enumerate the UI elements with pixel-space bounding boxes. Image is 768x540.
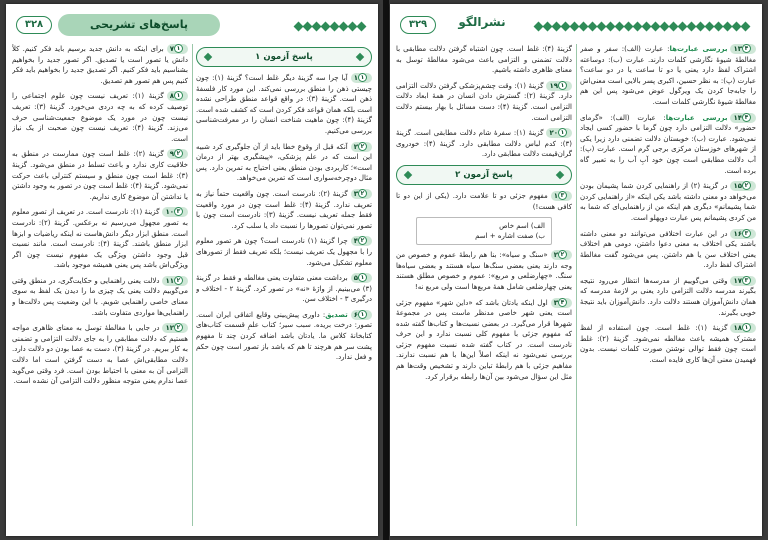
- right-page-number: ۳۲۹: [400, 16, 436, 34]
- difficulty-circle: ۱: [358, 310, 367, 319]
- question-number-badge: [730, 323, 756, 333]
- question-number-badge: [351, 73, 372, 83]
- question-number-badge: [162, 276, 188, 286]
- definition-box: [416, 217, 552, 245]
- column-divider: [576, 44, 577, 526]
- left-page-number: ۳۲۸: [16, 16, 52, 34]
- difficulty-circle: ۴: [742, 113, 751, 122]
- difficulty-circle: ۱: [742, 323, 751, 332]
- question-number-badge: [167, 44, 188, 54]
- answer-text: در این عبارت اختلافی می‌توانند دو معنی داشته باشند یکی اختلاف به معنی دعوا داشتن، دومی هم اختلاف یعنی اختلاف سن یا هم داشتن. پس می‌شود گفت مغالطهٔ اشتراک لفظ دارد.: [580, 229, 756, 270]
- answer-text: آنکه قبل از وقوع خطا باید از آن جلوگیری کرد شبیه این است که در علم پزشکی، «پیشگیری بهتر از درمان است»؛ کاربردی بودن منطق یعنی احتیاج به تمرین دارد. پس مثال دوچرخه‌سواری است که تمرین می‌خواهد.: [196, 142, 372, 183]
- question-number: ۲: [353, 142, 358, 151]
- answer-text: برداشت معنی متفاوت یعنی مغالطه و فقط در گزینهٔ (۳) می‌بینیم. از واژهٔ «نه» در تصور کرد. گزینهٔ ۲ - اختلاف و درگیری ۳ - اختلاف سن.: [196, 274, 372, 304]
- answer-text: گزینهٔ (۲): نادرست است. چون واقعیت حتماً نیاز به تعریف ندارد. گزینهٔ (۴): غلط است چون در مورد واقعیت فقط جمله تعریف نیست. گزینهٔ (۳): نادرست است چون با تصور نمی‌توان تصورها را نسبت داد یا سلب کرد.: [196, 189, 372, 230]
- answer-item: [396, 128, 572, 160]
- book-spine: [383, 0, 389, 540]
- question-number: ۱۷: [733, 276, 742, 285]
- question-number: ۶: [353, 310, 359, 319]
- question-number: ۱۸: [733, 324, 742, 333]
- answer-item: [580, 229, 756, 271]
- question-number-badge: [551, 191, 572, 201]
- section-heading: پاسخ آزمون ۱: [196, 47, 372, 67]
- difficulty-circle: ۴: [742, 44, 751, 53]
- question-number: ۱۳: [733, 45, 743, 53]
- answer-text: «سنگ و سیاه»: بنا هم رابطهٔ عموم و خصوص من وجه دارند یعنی بعضی سنگ‌ها سیاه هستند و بعضی سیاه‌ها سنگ. «چهارضلعی و مربع»: عموم و خصوص مطلق هستند یعنی چهارضلعی شامل همهٔ مربع‌ها است ولی مربع نه!: [396, 251, 572, 291]
- left-page-header: [14, 14, 370, 36]
- answer-item: ۱۴ ۴بررسی عبارت‌ها: عبارت (الف): «گرمای حضور» دلالت التزامی دارد چون گرما با حضور کسی ایجاد نمی‌شود. عبارت (ب): خوبستان دلالت تضمنی دارد زیرا یکی از شهرهای خوزستان مرکزی برجی گرم است. عبارت (پ): آب دلالت مطابقی است چون خود آبِ آب را به تعبیر گاه برده است.: [580, 113, 756, 175]
- right-page-column-right: [580, 44, 756, 526]
- question-number-badge: [351, 189, 372, 199]
- right-page: [390, 4, 762, 536]
- question-number-badge: [167, 91, 188, 101]
- answer-item: [12, 44, 188, 86]
- difficulty-circle: ۲: [742, 181, 751, 190]
- question-number: ۱: [353, 74, 358, 82]
- answer-item: [396, 298, 572, 383]
- question-number: ۵: [353, 274, 358, 283]
- answer-text: برای اینکه به دانش جدید برسیم باید فکر کنیم. کلاً دانش یا تصور است یا تصدیق. اگر تصور جدید را بخواهیم بشناسیم باید فکر کنیم. اگر تصدیق جدید را بخواهیم باید فکر کنیم پس هم تصور هم تصدیق.: [12, 45, 188, 85]
- difficulty-circle: ۳: [742, 229, 751, 238]
- question-number-badge: [167, 149, 188, 159]
- difficulty-circle: ۱: [358, 273, 367, 282]
- question-number: ۱۲: [165, 324, 174, 333]
- question-number-badge: [730, 113, 756, 123]
- question-number: ۱۱: [165, 276, 174, 285]
- answer-text: گزینهٔ (۲): غلط است چون ممارست در منطق به خلاقیت کاری ندارد و باعث تسلط در منطق می‌شود. گزینهٔ (۳): غلط است چون منطق و سیستم کنترلی باعث حرکت نمی‌شود. گزینهٔ (۴): غلط است چون در تصور به وجود داشتن یا نداشتن آن موضوع کاری نداریم.: [12, 150, 188, 201]
- answer-item: [12, 276, 188, 318]
- answer-text: گزینهٔ (۱): سفرهٔ شام دلالت مطابقی است. گزینهٔ (۳): کدم لباس دلالت مطابقی دارد. گزینهٔ (۴): خودروی گران‌قیمت دلالت مطابقی دارد.: [396, 129, 572, 159]
- answer-text: گزینهٔ (۱): وقت چشم‌پزشکی گرفتن دلالت التزامی دارد. گزینهٔ (۲): گسترش دادن انسان در همهٔ ابعاد دلالت التزامی است. گزینهٔ (۴): دست مسائل با بهار بیستم دلالت التزامی است.: [396, 81, 572, 122]
- question-number-badge: [162, 207, 188, 217]
- difficulty-circle: ۲: [174, 323, 183, 332]
- answer-item: ۶ ۱تصدیق: داوری پیش‌بینی وقایع اتفاقی ایران است. تصور: درخت بریده. سبب سیر؛ کتاب علمِ قسمت کتاب‌های کتابخانهٔ کلاس ما. یادتان باشد اضافه کردن چند تا مفهوم پشت سر هم هرچند تا هم که باشد باز تصور است چون حکم و فعل ندارد.: [196, 310, 372, 362]
- question-number-badge: [730, 276, 756, 286]
- question-number: ۲۰: [549, 129, 558, 138]
- answer-item: [580, 276, 756, 318]
- question-number-badge: [546, 81, 572, 91]
- ornament-icon: [534, 18, 750, 32]
- answer-item: [12, 91, 188, 144]
- answer-item: ۱۳ ۴بررسی عبارت‌ها: عبارت (الف): سفر و صفر مغالطهٔ شیوهٔ نگارشی کلمات دارند. عبارت (ب): دوساعته اشتراک لفظ دارد یعنی یا دو تا ساعت یا در دو ساعت؟ عبارت (پ): به نظر حسین، اکبری پسر بالایی است معنی‌اش را جابه‌جا کردن یک ویرگول عوض می‌شود پس این هم مغالطهٔ شیوهٔ نگارشی کلمات است.: [580, 45, 756, 106]
- answer-item: [12, 149, 188, 202]
- publisher-brand-title: نشرالگو: [458, 15, 506, 29]
- answer-text: گزینهٔ (۱): تعریف نیست چون علوم اجتماعی را توصیف کرده که به چه دردی می‌خورد. گزینهٔ (۳): تعریف نیست چون در مورد یک موضوع جمعیت‌شناسی حرف می‌زند. گزینهٔ (۴): تعریف نیست چون صحبت از یک نیاز است.: [12, 92, 188, 143]
- question-number-badge: [551, 250, 572, 260]
- answer-text: آیا چرا سه گزینهٔ دیگر غلط است؟ گزینهٔ (۱): چون چیستی ذهن را منطق بررسی نمی‌کند. این مورد کار فلسفهٔ ذهن است. گزینهٔ (۳): در واقع قواعد منطق طراحی نشده است بلکه همان قواعد فکر کردن است که کشف شده است. گزینهٔ (۴): چون ماهیت شناخت انسان را در معرفت‌شناسی بررسی می‌کنیم.: [196, 74, 372, 135]
- answer-item: [12, 323, 188, 387]
- difficulty-circle: ۱: [174, 91, 183, 100]
- difficulty-circle: ۲: [174, 276, 183, 285]
- answer-item: [196, 273, 372, 305]
- difficulty-circle: ۱: [358, 73, 367, 82]
- question-number: ۱۵: [733, 182, 742, 191]
- question-number: ۱۴: [733, 113, 743, 122]
- difficulty-circle: ۱: [558, 128, 567, 137]
- difficulty-circle: ۲: [558, 250, 567, 259]
- question-number-badge: [162, 323, 188, 333]
- answer-item: [396, 250, 572, 292]
- question-number-badge: [730, 181, 756, 191]
- difficulty-circle: ۲: [358, 189, 367, 198]
- answer-text: گزینهٔ (۱): نادرست است. در تعریف از تصور معلوم به تصور مجهول می‌رسیم نه برعکس. گزینهٔ (۲): نادرست است. منطق ابزار دیگر دانش‌هاست نه اینکه ریاضیات و ابزها ابزار منطق باشند. گزینهٔ (۴): نادرست است. مانند نسبت قبل وجود داشتن ویژگی یک مفهوم نیست چون اگر ویژگی‌اش باشد پس یعنی همیشه موجود باشد.: [12, 208, 188, 270]
- question-number: ۸: [169, 92, 175, 101]
- right-page-column-left: [396, 44, 572, 526]
- difficulty-circle: ۳: [174, 207, 183, 216]
- question-number-badge: [351, 236, 372, 246]
- answer-item: [580, 181, 756, 223]
- answer-item: [12, 207, 188, 271]
- question-number: ۱۰: [165, 208, 174, 217]
- answer-item: [196, 142, 372, 184]
- answer-item: [580, 323, 756, 365]
- question-number: ۱: [553, 191, 558, 200]
- left-page-column-left: [12, 44, 188, 526]
- answer-label: تصدیق: [325, 310, 348, 319]
- question-number: ۲: [553, 251, 558, 260]
- answer-text: وقتی می‌گوییم از مدرسه‌ها انتظار می‌رود نتیجه بگیرند مدرسه دلالت التزامی دارد یعنی بر لازمهٔ مدرسه که همان دانش‌آموزان هستند دلالت دارد. دانش‌آموزان باید نتیجهٔ خوبی بگیرند.: [580, 276, 756, 317]
- column-divider: [192, 44, 193, 526]
- left-page: [6, 4, 378, 536]
- answer-text: داوری پیش‌بینی وقایع اتفاقی ایران است. تصور: درخت بریده. سبب سیر؛ کتاب علمِ قسمت کتاب‌های کتابخانهٔ کلاس ما. یادتان باشد اضافه کردن چند تا مفهوم پشت سر هم هرچند تا هم که باشد باز تصور است چون حکم و فعل ندارد.: [196, 310, 372, 362]
- difficulty-circle: ۲: [358, 236, 367, 245]
- answer-text: در جایی با مغالطهٔ توسل به معنای ظاهری مواجه هستیم که دلالت مطابقی را به جای دلالت التزامی و تضمنی به کار ببریم. در گزینهٔ (۳)، دست به عصا بودن دو دلالت دارد. دلالت مطابقی‌اش عصا به دست گرفتن است اما دلالت التزامی آن به معنی با احتیاط بودن است. فرد وقتی می‌گوید عصا ندارم یعنی متوجه منظور دلالت التزامی آن نشده است.: [12, 324, 188, 386]
- question-number: ۳: [353, 189, 359, 198]
- question-number-badge: [730, 229, 756, 239]
- difficulty-circle: ۳: [742, 276, 751, 285]
- question-number-badge: [351, 273, 372, 283]
- answer-item: [196, 236, 372, 268]
- answer-label: بررسی عبارت‌ها: [669, 45, 728, 53]
- difficulty-circle: ۱: [174, 44, 183, 53]
- answer-item: [396, 81, 572, 123]
- difficulty-circle: ۱: [558, 81, 567, 90]
- answer-text: گزینهٔ (۱): غلط است. چون استفاده از لفظ مشترک همیشه باعث مغالطه نمی‌شود. گزینهٔ (۲): غلط است چون فقط توالی نوشتن صورت کلمات نیست. بدون فهمیدن معنی آن‌ها کاری فایده است.: [580, 324, 756, 365]
- difficulty-circle: ۲: [358, 142, 367, 151]
- answer-text: گزینهٔ (۴): غلط است. چون اشتباه گرفتن دلالت مطابقی با دلالت تضمنی و التزامی باعث می‌شود مغالطهٔ توسل به معنای ظاهری داشته باشیم.: [396, 45, 572, 75]
- answers-banner-title: پاسخ‌های تشریحی: [58, 14, 220, 36]
- definition-line: الف) اسم خاص: [499, 222, 545, 231]
- ornament-icon: [294, 18, 366, 32]
- answer-text: اول اینکه یادتان باشد که «داین شهر» مفهوم جزئی است یعنی شهر خاصی مدنظر ماست پس در مجموعهٔ شهرها قرار می‌گیرد. در بعضی نسبت‌ها و کتاب‌ها گفته شده که مفهوم جزئی با مفهوم کلی نسبت ندارد و این حرف نادرست است. در کتاب گفته شده نسبت مفهوم جزئی بررسی نمی‌شود نه اینکه اصلاً این‌ها با هم نسبت ندارند. مفاهیم جزئی با هم رابطهٔ تباین دارند و تشخیص وقت‌ها هم مثل این سؤال می‌شود بین آن‌ها رابطه برقرار کرد.: [396, 298, 572, 381]
- question-number: ۹: [169, 150, 174, 159]
- answer-text: چرا گزینهٔ (۱) نادرست است؟ چون هر تصور معلوم را با مجهول یک تعریف نیست؛ بلکه تعریف فقط از تصورهای معلوم تشکیل می‌شود.: [196, 237, 372, 267]
- answer-label: بررسی عبارت‌ها: [665, 113, 728, 122]
- answer-text: دلالت یعنی راهنمایی و حکایت‌گری، در منطق وقتی می‌گوییم دلالت یعنی یک چیزی ما را دیدن یک لفظ به سوی معنای خاصی راهنمایی شویم. با این وضعیت پس دلالت‌ها و راهنمایی‌ها مواردی متفاوت باشد.: [12, 276, 188, 317]
- difficulty-circle: ۲: [174, 149, 183, 158]
- difficulty-circle: ۴: [558, 298, 567, 307]
- section-heading: پاسخ آزمون ۲: [396, 165, 572, 185]
- question-number: ۳: [553, 298, 558, 307]
- question-number: ۱۶: [733, 229, 742, 238]
- question-number-badge: [546, 128, 572, 138]
- answer-item: [196, 73, 372, 137]
- left-page-column-right: [196, 44, 372, 526]
- answer-text: عبارت (الف): «گرمای حضور» دلالت التزامی دارد چون گرما با حضور کسی ایجاد نمی‌شود. عبارت (ب): خوبستان دلالت تضمنی دارد زیرا یکی از شهرهای خوزستان مرکزی برجی گرم است. عبارت (پ): آب دلالت مطابقی است چون خود آبِ آب را به تعبیر گاه برده است.: [580, 113, 756, 175]
- right-page-header: [398, 14, 754, 36]
- question-number-badge: [351, 142, 372, 152]
- answer-text: مفهوم جزئی دو تا علامت دارد. (یکی از این دو تا کافی هست!): [396, 191, 572, 211]
- difficulty-circle: ۳: [558, 191, 567, 200]
- question-number-badge: [730, 44, 756, 54]
- definition-line: ب) صفت اشاره + اسم: [475, 232, 545, 241]
- question-number: ۴: [353, 237, 358, 246]
- question-number-badge: [551, 298, 572, 308]
- answer-item: [396, 44, 572, 76]
- question-number-badge: [351, 310, 372, 320]
- question-number: ۱۹: [549, 81, 558, 90]
- answer-text: عبارت (الف): سفر و صفر مغالطهٔ شیوهٔ نگارشی کلمات دارند. عبارت (ب): دوساعته اشتراک لفظ دارد یعنی یا دو تا ساعت یا در دو ساعت؟ عبارت (پ): به نظر حسین، اکبری پسر بالایی است معنی‌اش را جابه‌جا کردن یک ویرگول عوض می‌شود پس این هم مغالطهٔ شیوهٔ نگارشی کلمات است.: [580, 45, 756, 106]
- question-number: ۷: [169, 45, 174, 53]
- answer-item: [396, 191, 572, 212]
- answer-text: در گزینهٔ (۲) از راهنمایی کردن شما پشیمان بودن می‌خواهد دو معنی داشته باشد یکی اینکه «از راهنمایی کردن شما پشیمانم» دیگری هم اینکه من از راهنمایی‌ای که شما به من کردی پشیمانم پس عبارت دوپهلو است.: [580, 182, 756, 222]
- answer-item: [196, 189, 372, 231]
